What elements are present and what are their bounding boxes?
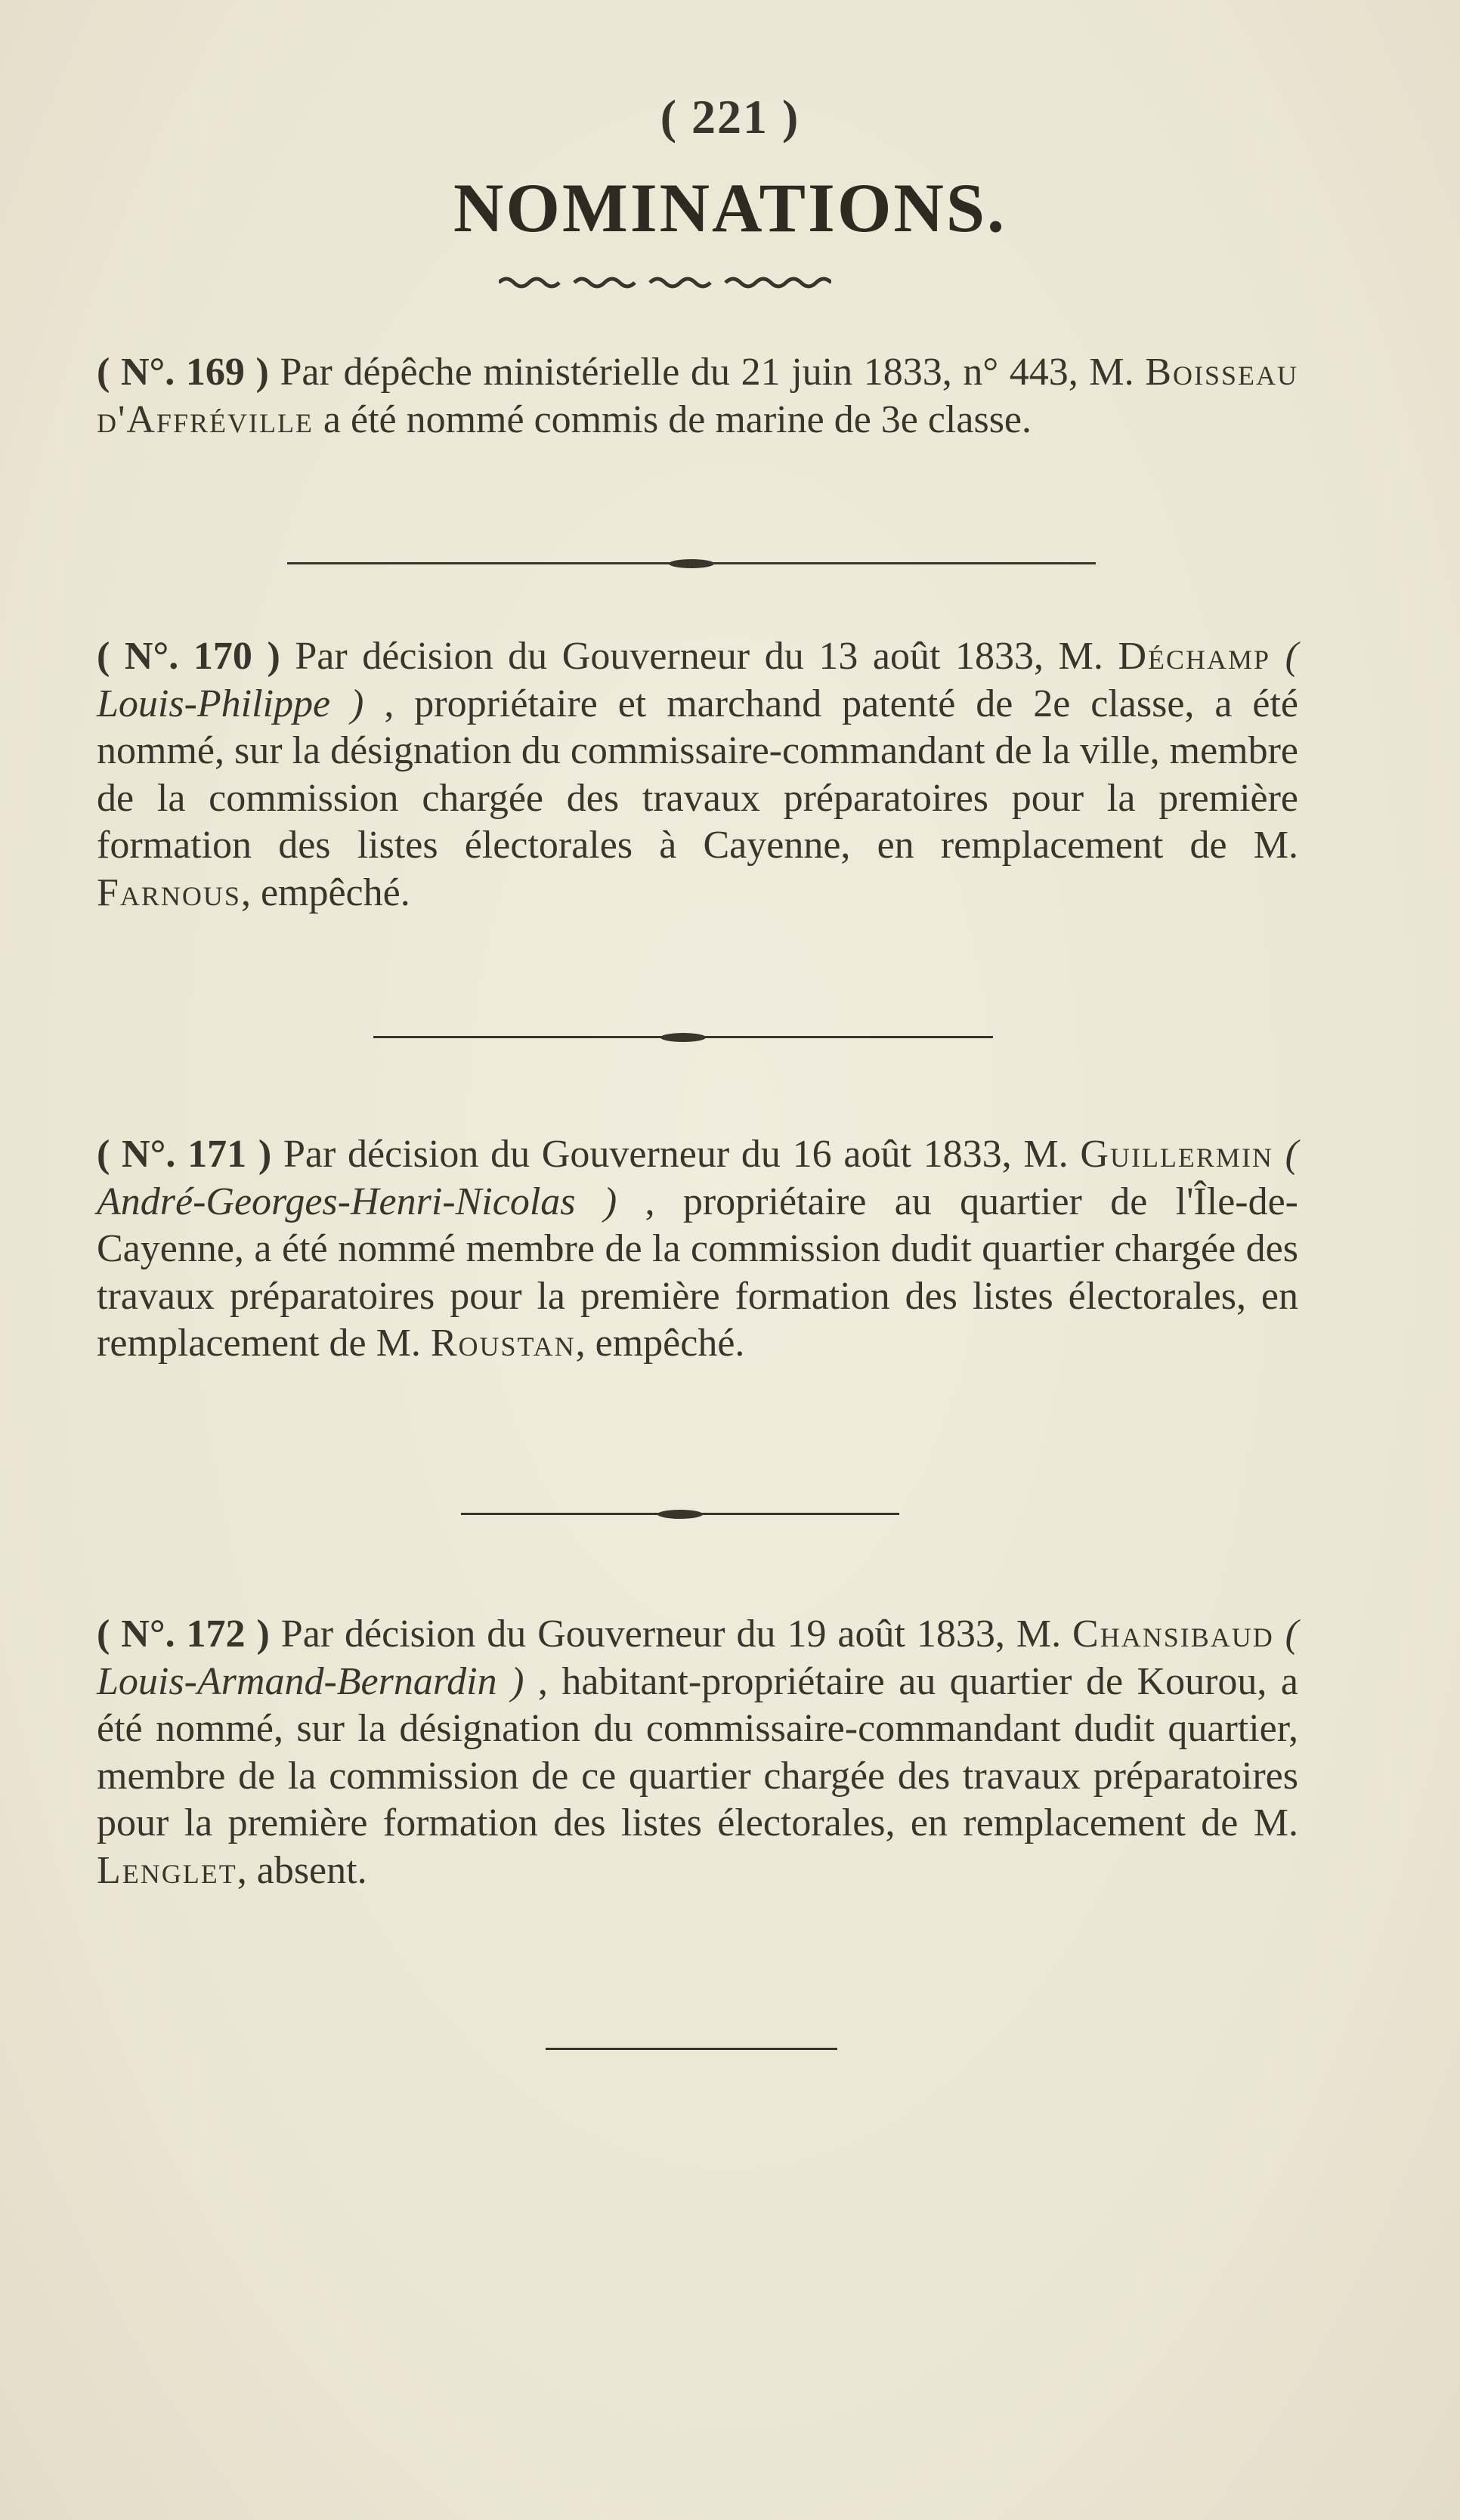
given-names: ( André-Georges-Henri-Nicolas ) — [97, 1133, 1298, 1223]
person-name: Farnous — [97, 870, 241, 914]
person-name: Déchamp — [1118, 635, 1271, 678]
entry-text: a été nommé commis de marine de 3e classe. — [313, 397, 1032, 441]
entry-number: ( N°. 172 ) — [97, 1612, 270, 1656]
entry-text: Par décision du Gouverneur du 16 août 1833, M. — [271, 1133, 1081, 1176]
entry-text: Par décision du Gouverneur du 19 août 1833, M. — [269, 1612, 1073, 1656]
entry-text: , empêché. — [575, 1322, 745, 1365]
given-names: ( Louis-Philippe ) — [97, 635, 1298, 725]
entry-text: Par décision du Gouverneur du 13 août 1833, M. — [280, 635, 1118, 678]
nomination-entry-169 — [97, 349, 1298, 444]
title-ornament — [499, 274, 831, 292]
given-names: ( Louis-Armand-Bernardin ) — [97, 1612, 1298, 1703]
entry-text: , absent. — [237, 1848, 367, 1892]
section-divider — [287, 556, 1096, 571]
divider-ornament — [657, 1510, 703, 1519]
section-divider — [373, 1030, 993, 1045]
entry-text: , empêché. — [240, 870, 410, 914]
entry-text: , propriétaire au quartier de l'Île-de-Cayenne, a été nommé membre de la commission dudit quartier chargée des travaux préparatoires pour la première formation des listes électorales, en remplacement de M. — [97, 1180, 1298, 1365]
entry-number: ( N°. 171 ) — [97, 1133, 272, 1176]
entry-text: , propriétaire et marchand patenté de 2e classe, a été nommé, sur la désignation du commissaire-commandant de la ville, membre de la commission chargée des travaux préparatoires pour la première formation des listes électorales à Cayenne, en remplacement de M. — [97, 682, 1298, 867]
divider-ornament — [669, 559, 714, 568]
divider-ornament — [660, 1033, 706, 1042]
person-name: Lenglet — [97, 1848, 237, 1892]
section-divider — [546, 2042, 837, 2057]
person-name: Chansibaud — [1072, 1612, 1274, 1656]
entry-number: ( N°. 170 ) — [97, 635, 280, 678]
person-name: Roustan — [430, 1322, 576, 1365]
nomination-entry-170 — [97, 633, 1298, 917]
divider-line — [546, 2048, 837, 2050]
nomination-entry-171 — [97, 1131, 1298, 1368]
entry-text: , habitant-propriétaire au quartier de Kourou, a été nommé, sur la désignation du commissaire-commandant dudit quartier, membre de la commission de ce quartier chargée des travaux préparatoires pour la première formation des listes électorales, en remplacement de M. — [97, 1659, 1298, 1844]
nomination-entry-172 — [97, 1611, 1298, 1894]
entry-number: ( N°. 169 ) — [97, 351, 269, 394]
section-divider — [461, 1507, 899, 1522]
page-number: ( 221 ) — [660, 90, 800, 144]
entry-text: Par dépêche ministérielle du 21 juin 1833, n° 443, M. — [268, 351, 1146, 394]
person-name: Boisseau d'Affréville — [97, 351, 1298, 441]
person-name: Guillermin — [1080, 1133, 1273, 1176]
page-title: NOMINATIONS. — [453, 169, 1007, 246]
